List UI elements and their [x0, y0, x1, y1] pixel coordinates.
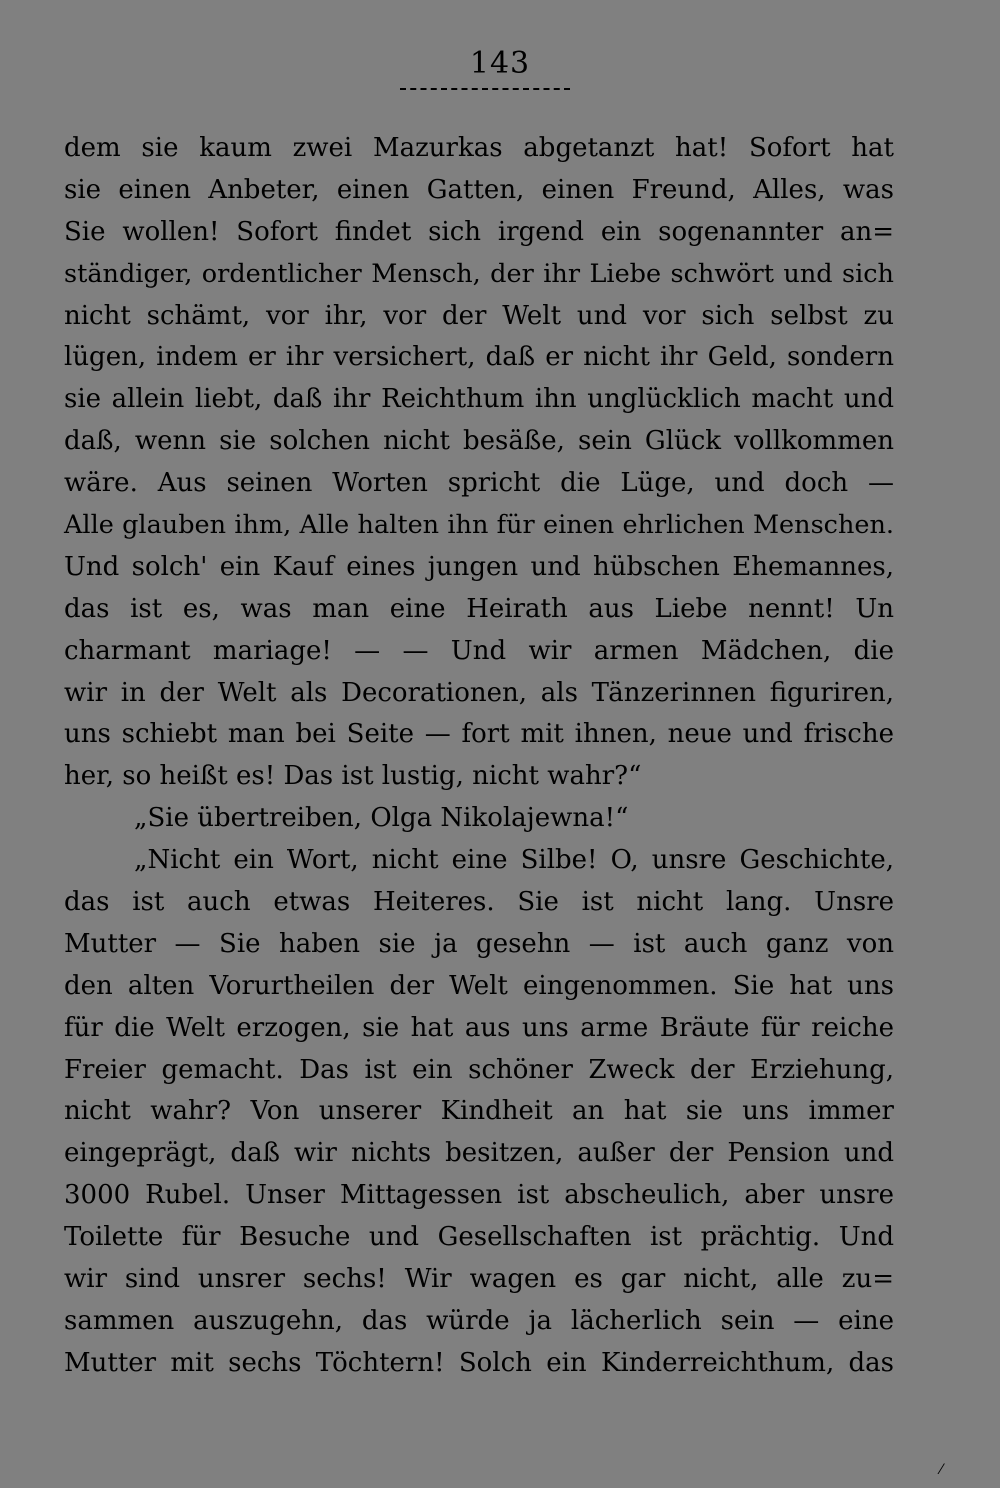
text-line: „Nicht ein Wort, nicht eine Silbe! O, unsre Geschichte,	[134, 845, 894, 876]
body-text	[64, 128, 894, 1385]
text-line: charmant mariage! — — Und wir armen Mädchen, die	[64, 635, 894, 666]
text-line: Freier gemacht. Das ist ein schöner Zweck der Erziehung,	[64, 1054, 894, 1085]
page-number: 143	[469, 46, 531, 81]
text-line: ständiger, ordentlicher Mensch, der ihr Liebe schwört und sich	[64, 258, 894, 289]
text-line: Sie wollen! Sofort findet sich irgend ein sogenannter an=	[64, 216, 894, 247]
text-line: wäre. Aus seinen Worten spricht die Lüge, und doch —	[64, 468, 894, 499]
text-line: sie allein liebt, daß ihr Reichthum ihn unglücklich macht und	[64, 384, 894, 415]
text-line: Mutter — Sie haben sie ja gesehn — ist auch ganz von	[64, 928, 894, 959]
text-line: uns schiebt man bei Seite — fort mit ihnen, neue und frische	[64, 719, 894, 750]
text-line: lügen, indem er ihr versichert, daß er nicht ihr Geld, sondern	[64, 342, 894, 373]
text-line: eingeprägt, daß wir nichts besitzen, außer der Pension und	[64, 1138, 894, 1169]
text-line: „Sie übertreiben, Olga Nikolajewna!“	[134, 803, 629, 834]
text-line: nicht schämt, vor ihr, vor der Welt und vor sich selbst zu	[64, 300, 894, 331]
text-line: Alle glauben ihm, Alle halten ihn für einen ehrlichen Menschen.	[64, 510, 894, 541]
text-line: nicht wahr? Von unserer Kindheit an hat sie uns immer	[64, 1096, 894, 1127]
text-line: das ist auch etwas Heiteres. Sie ist nicht lang. Unsre	[64, 887, 894, 918]
text-line: dem sie kaum zwei Mazurkas abgetanzt hat! Sofort hat	[64, 133, 894, 163]
text-line: her, so heißt es! Das ist lustig, nicht wahr?“	[64, 761, 642, 792]
text-line: Toilette für Besuche und Gesellschaften ist prächtig. Und	[64, 1222, 894, 1253]
text-line: wir sind unsrer sechs! Wir wagen es gar nicht, alle zu=	[64, 1264, 894, 1295]
text-line: 3000 Rubel. Unser Mittagessen ist abscheulich, aber unsre	[64, 1180, 894, 1211]
text-line: den alten Vorurtheilen der Welt eingenommen. Sie hat uns	[64, 970, 894, 1001]
header-rule	[400, 88, 570, 90]
scan-mark: ⁄	[940, 1462, 943, 1478]
text-line: sie einen Anbeter, einen Gatten, einen Freund, Alles, was	[64, 174, 894, 205]
text-line: sammen auszugehn, das würde ja lächerlich sein — eine	[64, 1305, 894, 1336]
text-line: für die Welt erzogen, sie hat aus uns arme Bräute für reiche	[64, 1012, 894, 1043]
text-line: daß, wenn sie solchen nicht besäße, sein Glück vollkommen	[64, 426, 894, 457]
text-line: das ist es, was man eine Heirath aus Liebe nennt! Un	[64, 593, 894, 624]
text-line: Mutter mit sechs Töchtern! Solch ein Kinderreichthum, das	[64, 1347, 894, 1378]
text-line: Und solch' ein Kauf eines jungen und hübschen Ehemannes,	[64, 551, 894, 582]
text-line: wir in der Welt als Decorationen, als Tänzerinnen figuriren,	[64, 677, 894, 708]
